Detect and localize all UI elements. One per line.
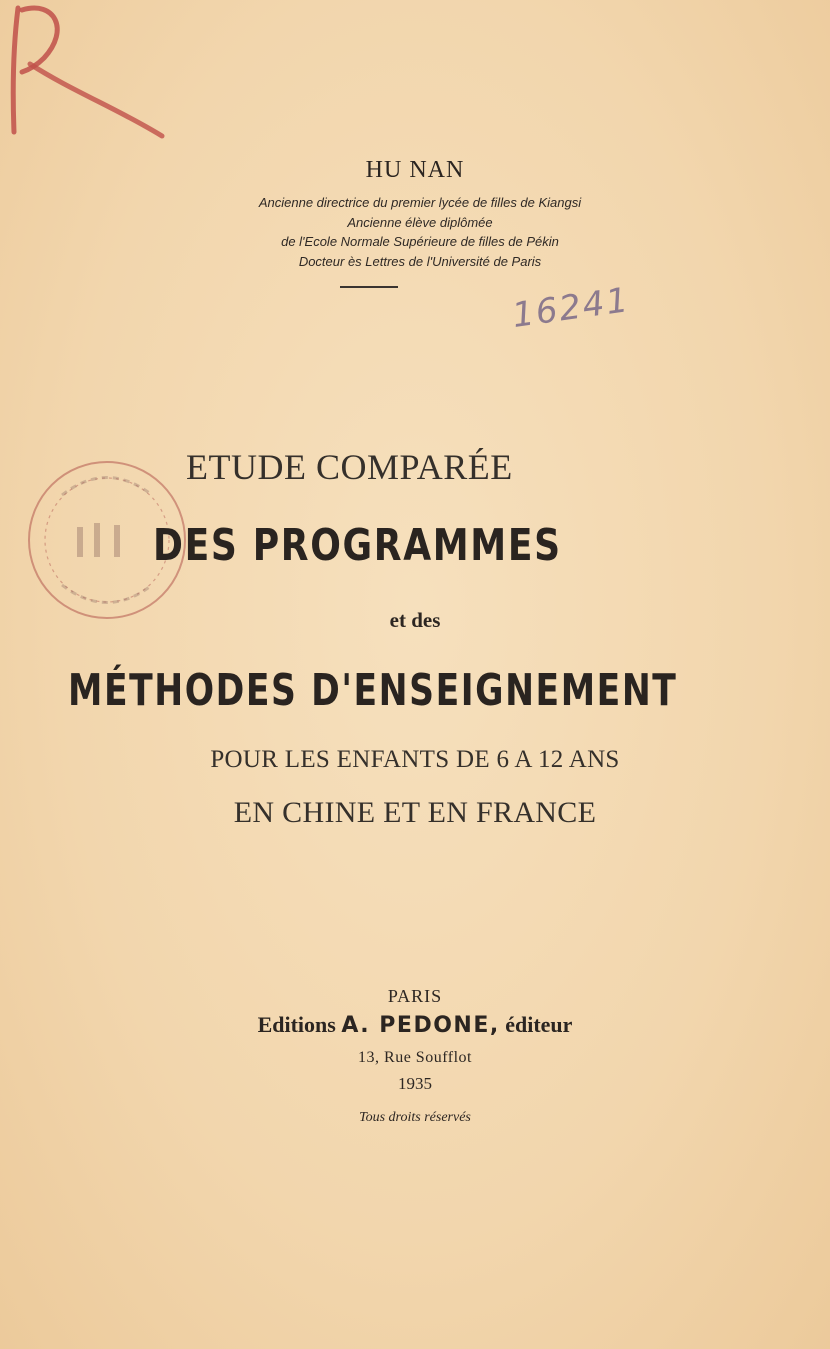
rights-notice: Tous droits réservés <box>359 1110 471 1125</box>
publisher-line <box>0 1012 830 1038</box>
subtitle-line-1: POUR LES ENFANTS DE 6 A 12 ANS <box>210 746 620 773</box>
title-line-1: ETUDE COMPARÉE <box>186 447 513 487</box>
author-credentials <box>150 193 690 271</box>
title-line-3: et des <box>389 608 441 632</box>
publisher-address: 13, Rue Soufflot <box>358 1049 472 1066</box>
publisher-prefix: Editions <box>257 1012 336 1037</box>
publication-year: 1935 <box>398 1074 432 1093</box>
credential-line: Docteur ès Lettres de l'Université de Paris <box>298 253 542 269</box>
title-line-4: MÉTHODES D'ENSEIGNEMENT <box>68 665 678 716</box>
author-name: HU NAN <box>365 157 465 183</box>
credential-line: de l'Ecole Normale Supérieure de filles de Pékin <box>281 234 559 249</box>
publisher-name: A. PEDONE, <box>341 1013 500 1038</box>
credential-line: Ancienne élève diplômée <box>347 214 493 230</box>
publisher-suffix: éditeur <box>505 1012 573 1037</box>
title-line-2: DES PROGRAMMES <box>153 520 562 571</box>
handwritten-inventory-number: 16241 <box>509 279 633 337</box>
divider-rule <box>340 286 398 288</box>
red-pencil-mark <box>0 0 180 150</box>
credential-line: Ancienne directrice du premier lycée de filles de Kiangsi <box>258 195 582 210</box>
subtitle-line-2: EN CHINE ET EN FRANCE <box>233 796 597 829</box>
publication-city: PARIS <box>387 986 443 1006</box>
